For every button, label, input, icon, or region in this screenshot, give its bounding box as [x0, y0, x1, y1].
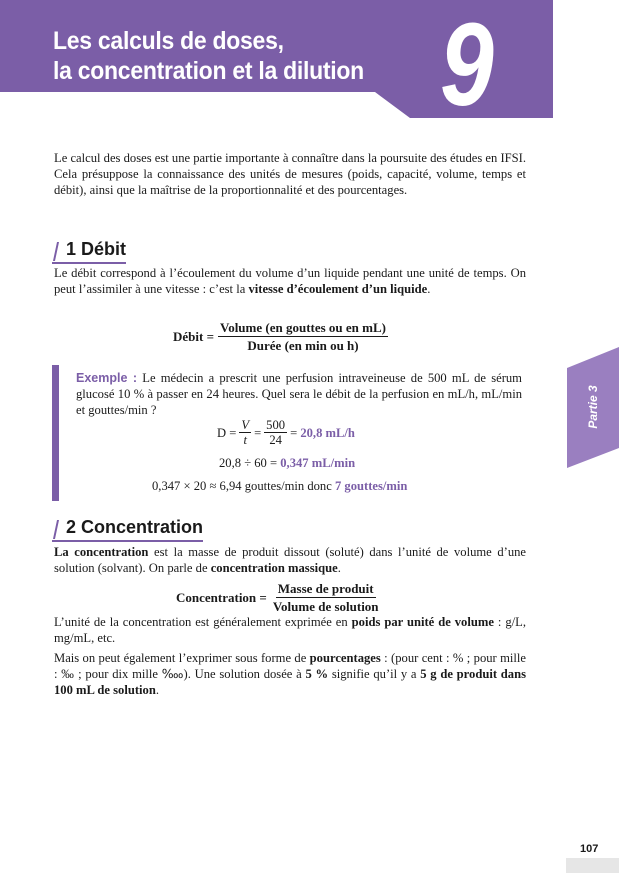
conc-end-1: . — [337, 560, 341, 575]
calc1-frac2-den: 24 — [269, 433, 282, 447]
debit-text: Le débit correspond à l’écoulement du volume d’un liquide pendant une unité de temps. On peut l’assimiler à une vitesse : c’est la — [54, 266, 526, 296]
calc1-fraction-v-t — [239, 418, 251, 447]
conc-text-1: est la masse de produit dissout (soluté) dans l’unité de volume d’une solution (solvant). On parle de — [54, 545, 527, 575]
conc-bold-1: La concentration — [54, 545, 149, 559]
concentration-paragraph-3 — [54, 651, 526, 698]
calc1-fraction-500-24 — [264, 418, 287, 447]
conc-p3-bold-2: 5 % — [305, 666, 329, 681]
section-heading-text: 2 Concentration — [66, 517, 204, 537]
conc-p3-end: . — [155, 682, 159, 697]
debit-formula-denominator: Durée (en min ou h) — [247, 338, 359, 353]
page-number-box — [566, 858, 619, 873]
conc-p3-text-2: : (pour cent : % ; pour mille : ‰ ; pour dix mille ‱). Une solution dosée à — [54, 651, 526, 681]
conc-formula-lhs: Concentration = — [176, 589, 267, 605]
debit-bold-text: vitesse d’écoulement d’un liquide — [248, 281, 428, 296]
example-calc-line-1 — [217, 418, 355, 447]
debit-paragraph — [54, 266, 526, 298]
conc-p2-text-1: L’unité de la concentration est généralement exprimée en — [54, 615, 352, 629]
example-calc-line-2 — [219, 455, 355, 471]
debit-text-end: . — [427, 281, 431, 296]
example-calc-line-3 — [152, 478, 407, 494]
debit-formula — [173, 320, 388, 353]
chapter-title-line-2: la concentration et la dilution — [53, 57, 364, 85]
calc2-result: 0,347 mL/min — [280, 456, 356, 470]
conc-bold-2: concentration massique — [210, 560, 338, 575]
conc-p3-bold-3: 5 g de produit dans 100 mL de solution — [54, 666, 526, 697]
intro-paragraph: Le calcul des doses est une partie importante à connaître dans la poursuite des études en IFSI. Cela présuppose la connaissance des unités de mesures (poids, capacité, volume, temps et débit), ainsi que la maîtrise de la proportionnalité et des pourcentages. — [54, 151, 526, 197]
section-heading-concentration — [52, 516, 203, 542]
chapter-title-line-1: Les calculs de doses, — [53, 27, 284, 55]
conc-p3-bold-1: pourcentages — [309, 651, 381, 665]
calc1-frac1-den: t — [243, 433, 247, 447]
conc-p3-text-1: Mais on peut également l’exprimer sous forme de — [54, 651, 310, 665]
concentration-paragraph-2 — [54, 615, 526, 647]
calc2-text: 20,8 ÷ 60 = — [219, 456, 278, 470]
part-side-tab-label: Partie 3 — [586, 385, 600, 429]
calc3-text: 0,347 × 20 ≈ 6,94 gouttes/min donc — [152, 479, 332, 493]
debit-formula-numerator: Volume (en gouttes ou en mL) — [220, 320, 386, 335]
calc1-frac2-num: 500 — [266, 418, 286, 432]
conc-formula-denominator: Volume de solution — [272, 599, 379, 614]
example-accent-bar — [52, 365, 59, 501]
section-slash-mark — [53, 242, 59, 261]
calc1-result: 20,8 mL/h — [300, 425, 355, 440]
section-slash-mark — [53, 520, 59, 539]
example-label: Exemple : — [76, 371, 138, 385]
conc-p2-text-2: : g/L, mg/mL, etc. — [54, 615, 526, 645]
chapter-title — [53, 26, 364, 86]
example-text: Le médecin a prescrit une perfusion intraveineuse de 500 mL de sérum glucosé 10 % à passer en 24 heures. Quel sera le débit de la perfusion en mL/h, mL/min et gouttes/min ? — [76, 371, 522, 417]
calc1-eq: = — [254, 425, 262, 440]
conc-formula-fraction — [271, 581, 381, 614]
conc-p3-text-3: signifie qu’il y a — [328, 666, 421, 681]
conc-p2-bold: poids par unité de volume — [351, 615, 494, 629]
calc1-frac1-num: V — [241, 418, 250, 432]
page-number: 107 — [580, 843, 599, 855]
calc1-eq2: = — [290, 425, 298, 440]
chapter-number: 9 — [440, 0, 494, 131]
debit-formula-fraction — [218, 320, 388, 353]
section-heading-debit — [52, 238, 126, 264]
section-heading-text: 1 Débit — [66, 239, 127, 259]
concentration-formula — [176, 581, 381, 614]
concentration-paragraph-1 — [54, 545, 526, 577]
example-paragraph — [76, 371, 522, 418]
calc3-result: 7 gouttes/min — [334, 479, 408, 493]
debit-formula-lhs: Débit = — [173, 328, 214, 344]
calc1-lhs: D = — [217, 425, 237, 440]
conc-formula-numerator: Masse de produit — [277, 581, 374, 596]
